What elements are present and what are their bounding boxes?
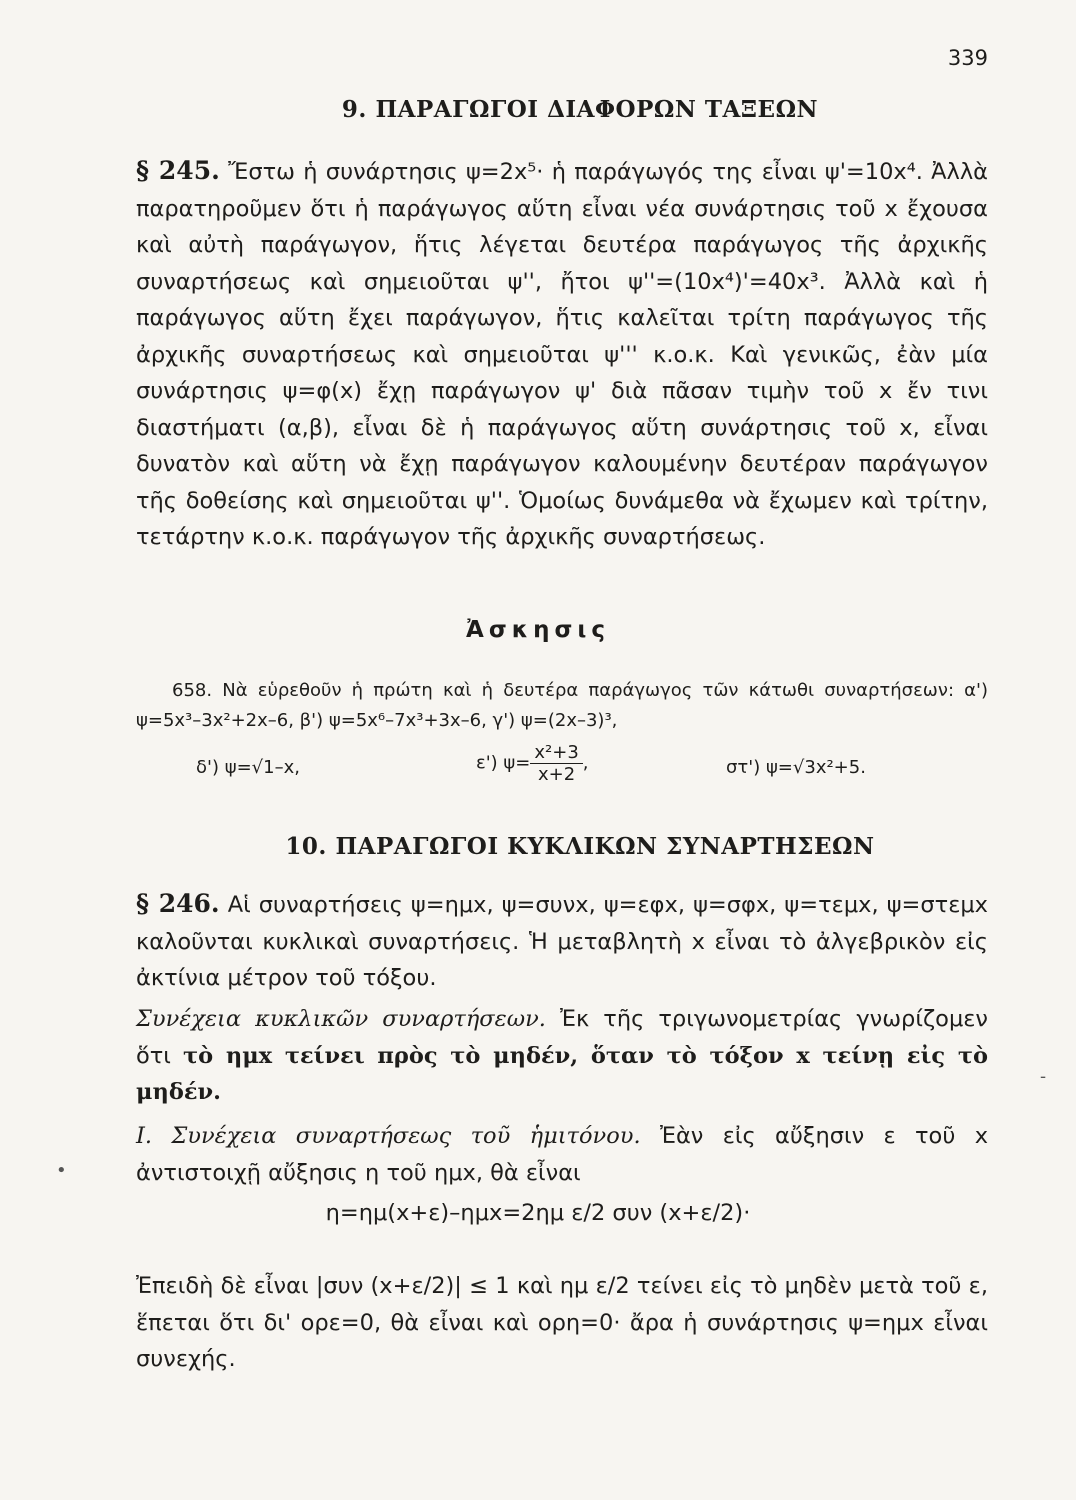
exercise-658: 658. Νὰ εὑρεθοῦν ἡ πρώτη καὶ ἡ δευτέρα παράγωγος τῶν κάτωθι συναρτήσεων: α') ψ=5x³–3x²+2x–6, β') ψ=5x⁶–7x³+3x–6, γ') ψ=(2x–3)³, bbox=[136, 680, 988, 731]
sine-continuity-text: Ἐὰν εἰς αὔξησιν ε τοῦ x ἀντιστοιχῇ αὔξησις η τοῦ ημx, θὰ εἶναι bbox=[136, 1123, 989, 1186]
exercise-e bbox=[476, 742, 589, 785]
page-number: 339 bbox=[947, 46, 988, 70]
section-label-246: § 246. bbox=[136, 889, 220, 918]
exercise-e-fraction bbox=[530, 742, 582, 785]
continuity-bold-statement: τὸ ημx τείνει πρὸς τὸ μηδέν, ὅταν τὸ τόξον x τείνῃ εἰς τὸ μηδέν. bbox=[136, 1042, 988, 1105]
paragraph-246-text: Αἱ συναρτήσεις ψ=ημx, ψ=συνx, ψ=εφx, ψ=σφx, ψ=τεμx, ψ=στεμx καλοῦνται κυκλικαὶ συναρτήσεις. Ἡ μεταβλητὴ x εἶναι τὸ ἀλγεβρικὸν εἰς ἀκτίνια μέτρον τοῦ τόξου. bbox=[136, 892, 988, 991]
paragraph-245 bbox=[136, 153, 988, 556]
exercise-e-suffix: , bbox=[582, 752, 589, 774]
section-label-245: § 245. bbox=[136, 156, 220, 185]
exercise-658-row2 bbox=[136, 742, 988, 802]
sine-difference-formula: η=ημ(x+ε)–ημx=2ημ ε/2 συν (x+ε/2)· bbox=[325, 1200, 751, 1226]
exercise-e-prefix: ε') ψ= bbox=[476, 752, 531, 774]
continuity-paragraph bbox=[136, 1001, 988, 1111]
sine-continuity-paragraph bbox=[136, 1118, 988, 1191]
exercises-heading: Ἀσκησις bbox=[466, 617, 610, 643]
margin-dot: • bbox=[56, 1160, 67, 1181]
section-9-heading: 9. ΠΑΡΑΓΩΓΟΙ ΔΙΑΦΟΡΩΝ ΤΑΞΕΩΝ bbox=[341, 96, 819, 123]
conclusion-paragraph: Ἐπειδὴ δὲ εἶναι |συν (x+ε/2)| ≤ 1 καὶ ημ ε/2 τείνει εἰς τὸ μηδὲν μετὰ τοῦ ε, ἕπεται ὅτι δι' ορε=0, θὰ εἶναι καὶ ορη=0· ἄρα ἡ συνάρτησις ψ=ημx εἶναι συνεχής. bbox=[136, 1273, 988, 1372]
margin-dash: - bbox=[1040, 1066, 1047, 1087]
exercise-d: δ') ψ=√1–x, bbox=[196, 757, 300, 778]
section-10-heading: 10. ΠΑΡΑΓΩΓΟΙ ΚΥΚΛΙΚΩΝ ΣΥΝΑΡΤΗΣΕΩΝ bbox=[285, 833, 875, 860]
exercise-e-denominator: x+2 bbox=[538, 764, 576, 785]
sine-continuity-title: I. Συνέχεια συναρτήσεως τοῦ ἡμιτόνου. bbox=[136, 1123, 641, 1149]
exercise-e-numerator: x²+3 bbox=[530, 742, 582, 764]
paragraph-245-text: Ἔστω ἡ συνάρτησις ψ=2x⁵· ἡ παράγωγός της εἶναι ψ'=10x⁴. Ἀλλὰ παρατηροῦμεν ὅτι ἡ παράγωγος αὕτη εἶναι νέα συνάρτησις τοῦ x ἔχουσα καὶ αὐτὴ παράγωγον, ἥτις λέγεται δευτέρα παράγωγος τῆς ἀρχικῆς συναρτήσεως καὶ σημειοῦται ψ'', ἤτοι ψ''=(10x⁴)'=40x³. Ἀλλὰ καὶ ἡ παράγωγος αὕτη ἔχει παράγωγον, ἥτις καλεῖται τρίτη παράγωγος τῆς ἀρχικῆς συναρτήσεως καὶ σημειοῦται ψ''' κ.ο.κ. Καὶ γενικῶς, ἐὰν μία συνάρτησις ψ=φ(x) ἔχῃ παράγωγον ψ' διὰ πᾶσαν τιμὴν τοῦ x ἔν τινι διαστήματι (α,β), εἶναι δὲ ἡ παράγωγος αὕτη συνάρτησις τοῦ x, εἶναι δυνατὸν καὶ αὕτη νὰ ἔχῃ παράγωγον καλουμένην δευτέραν παράγωγον τῆς δοθείσης καὶ σημειοῦται ψ''. Ὁμοίως δυνάμεθα νὰ ἔχωμεν καὶ τρίτην, τετάρτην κ.ο.κ. παράγωγον τῆς ἀρχικῆς συναρτήσεως. bbox=[136, 159, 989, 550]
continuity-text: Ἐκ τῆς τριγωνομετρίας γνωρίζομεν ὅτι bbox=[136, 1006, 988, 1069]
paragraph-246 bbox=[136, 886, 988, 997]
continuity-title: Συνέχεια κυκλικῶν συναρτήσεων. bbox=[136, 1006, 546, 1032]
exercise-st: στ') ψ=√3x²+5. bbox=[726, 757, 866, 778]
